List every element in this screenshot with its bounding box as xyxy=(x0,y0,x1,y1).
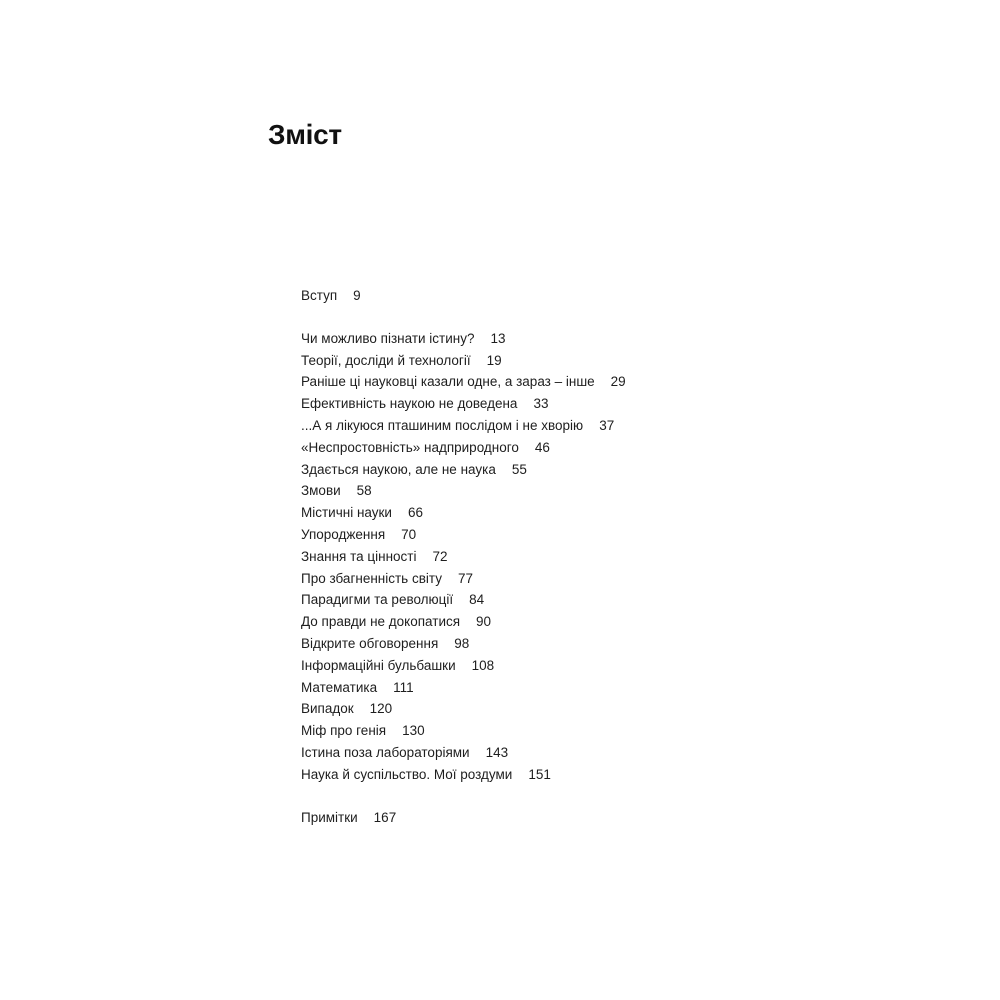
toc-entry xyxy=(301,502,821,524)
toc-entry-page: 9 xyxy=(353,288,361,303)
toc-entry-page: 70 xyxy=(401,526,417,542)
toc-entry xyxy=(301,546,821,568)
toc-entry-page: 29 xyxy=(610,374,626,390)
toc-entry-label: Здається наукою, але не наука xyxy=(301,461,496,477)
toc-entry xyxy=(301,742,821,764)
toc-entry xyxy=(301,698,821,720)
toc-entry xyxy=(301,655,821,677)
toc-entry xyxy=(301,633,821,655)
toc-entry-page: 33 xyxy=(533,396,549,412)
toc-entry-page: 120 xyxy=(369,701,393,717)
toc-entry xyxy=(301,677,821,699)
toc-entry-label: Відкрите обговорення xyxy=(301,635,439,651)
toc-entry-page: 58 xyxy=(356,483,372,499)
toc-entry xyxy=(301,393,821,415)
toc-entry-label: Математика xyxy=(301,679,378,695)
toc-entry xyxy=(301,371,821,393)
toc-entry-label: «Неспростовність» надприродного xyxy=(301,439,519,455)
toc-entry-page: 167 xyxy=(373,809,397,825)
toc-entry xyxy=(301,524,821,546)
toc-entry-label: Парадигми та революції xyxy=(301,592,454,608)
toc-entry-label: ...А я лікуюся пташиним послідом і не хворію xyxy=(301,417,584,433)
toc-entry-page: 46 xyxy=(534,439,550,455)
toc-entry-page: 108 xyxy=(471,657,495,673)
toc-entry-label: Містичні науки xyxy=(301,505,392,521)
toc-entry-label: Міф про генія xyxy=(301,723,387,739)
toc-entry-page: 151 xyxy=(528,766,551,782)
toc-entry xyxy=(301,459,821,481)
toc-entry-page: 130 xyxy=(402,723,425,739)
toc-entry-label: Чи можливо пізнати істину? xyxy=(301,330,475,346)
toc-entry-label: Наука й суспільство. Мої роздуми xyxy=(301,766,513,782)
toc-entry-page: 90 xyxy=(476,614,492,630)
toc-entry-label: Вступ xyxy=(301,288,338,303)
toc-entry-page: 55 xyxy=(511,461,527,477)
page-title: Зміст xyxy=(268,119,342,150)
toc-entry-label: Примітки xyxy=(301,809,358,825)
toc-entry-label: Випадок xyxy=(301,701,354,717)
toc-entry xyxy=(301,720,821,742)
toc-entry xyxy=(301,437,821,459)
toc-entry xyxy=(301,328,821,350)
toc-entry xyxy=(301,764,821,786)
toc-entry-page: 37 xyxy=(599,417,615,433)
toc-entry-label: Істина поза лабораторіями xyxy=(301,744,470,760)
toc-entry xyxy=(301,415,821,437)
toc-entry xyxy=(301,285,821,307)
toc-entry xyxy=(301,807,821,829)
toc-entry-page: 19 xyxy=(486,352,502,368)
toc-entry-label: Раніше ці науковці казали одне, а зараз – інше xyxy=(301,374,595,390)
toc-entry-page: 98 xyxy=(454,635,470,651)
toc-entry-label: Ефективність наукою не доведена xyxy=(301,396,518,412)
toc-entry-page: 111 xyxy=(393,679,414,695)
toc-entry-label: Про збагненність світу xyxy=(301,570,442,586)
table-of-contents xyxy=(301,285,821,828)
toc-entry-page: 66 xyxy=(407,505,423,521)
toc-entry-label: Упородження xyxy=(301,526,386,542)
toc-entry xyxy=(301,611,821,633)
toc-entry xyxy=(301,350,821,372)
toc-entry-label: Теорії, досліди й технології xyxy=(301,352,471,368)
toc-entry xyxy=(301,589,821,611)
toc-entry-page: 143 xyxy=(485,744,509,760)
toc-entry-label: Змови xyxy=(301,483,341,499)
toc-entry xyxy=(301,568,821,590)
toc-entry-label: До правди не докопатися xyxy=(301,614,461,630)
toc-entry-page: 77 xyxy=(457,570,473,586)
toc-entry-label: Інформаційні бульбашки xyxy=(301,657,456,673)
toc-entry-page: 84 xyxy=(469,592,485,608)
toc-entry-page: 72 xyxy=(432,548,448,564)
toc-entry-page: 13 xyxy=(490,330,506,346)
toc-entry-label: Знання та цінності xyxy=(301,548,417,564)
toc-entry xyxy=(301,480,821,502)
